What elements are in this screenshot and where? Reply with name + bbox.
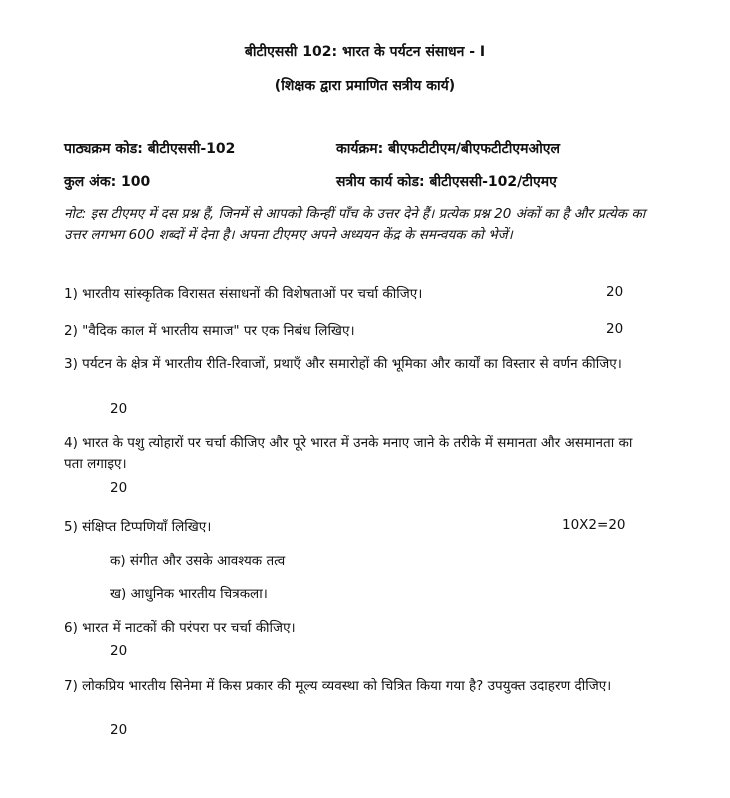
- page-title: बीटीएससी 102: भारत के पर्यटन संसाधन - I: [244, 44, 486, 60]
- question-1-marks: 20: [606, 284, 624, 300]
- programme: कार्यक्रम: बीएफटीटीएम/बीएफटीटीएमओएल: [336, 141, 561, 157]
- course-code: पाठ्यक्रम कोड: बीटीएससी-102: [64, 141, 236, 157]
- question-4: 4) भारत के पशु त्योहारों पर चर्चा कीजिए और पूरे भारत में उनके मनाए जाने के तरीके में समानता और असमानता का पता लगाइए।: [64, 435, 633, 472]
- question-6-marks: 20: [110, 643, 128, 659]
- instructions-note: नोट: इस टीएमए में दस प्रश्न हैं, जिनमें से आपको किन्हीं पाँच के उत्तर देने हैं। प्रत्येक प्रश्न 20 अंकों का है और प्रत्येक का उत्तर लगभग 600 शब्दों में देना है। अपना टीएमए अपने अध्ययन केंद्र के समन्वयक को भेजें।: [64, 206, 646, 243]
- question-5: 5) संक्षिप्त टिप्पणियाँ लिखिए।: [64, 519, 212, 535]
- question-7-marks: 20: [110, 722, 128, 738]
- question-7: 7) लोकप्रिय भारतीय सिनेमा में किस प्रकार की मूल्य व्यवस्था को चित्रित किया गया है? उपयुक्त उदाहरण दीजिए।: [64, 678, 612, 694]
- question-6: 6) भारत में नाटकों की परंपरा पर चर्चा कीजिए।: [64, 620, 296, 636]
- question-5-sub-b: ख) आधुनिक भारतीय चित्रकला।: [110, 586, 268, 602]
- question-5-marks: 10X2=20: [562, 517, 626, 533]
- page-subtitle: (शिक्षक द्वारा प्रमाणित सत्रीय कार्य): [274, 78, 456, 94]
- question-2: 2) "वैदिक काल में भारतीय समाज" पर एक निबंध लिखिए।: [64, 323, 355, 339]
- question-1: 1) भारतीय सांस्कृतिक विरासत संसाधनों की विशेषताओं पर चर्चा कीजिए।: [64, 286, 423, 302]
- assignment-code: सत्रीय कार्य कोड: बीटीएससी-102/टीएमए: [336, 174, 557, 190]
- question-3: 3) पर्यटन के क्षेत्र में भारतीय रीति-रिवाजों, प्रथाएँ और समारोहों की भूमिका और कार्यों का विस्तार से वर्णन कीजिए।: [64, 356, 622, 372]
- question-2-marks: 20: [606, 321, 624, 337]
- question-5-sub-a: क) संगीत और उसके आवश्यक तत्व: [110, 553, 286, 569]
- total-marks: कुल अंक: 100: [64, 174, 151, 190]
- question-3-marks: 20: [110, 401, 128, 417]
- question-4-marks: 20: [110, 480, 128, 496]
